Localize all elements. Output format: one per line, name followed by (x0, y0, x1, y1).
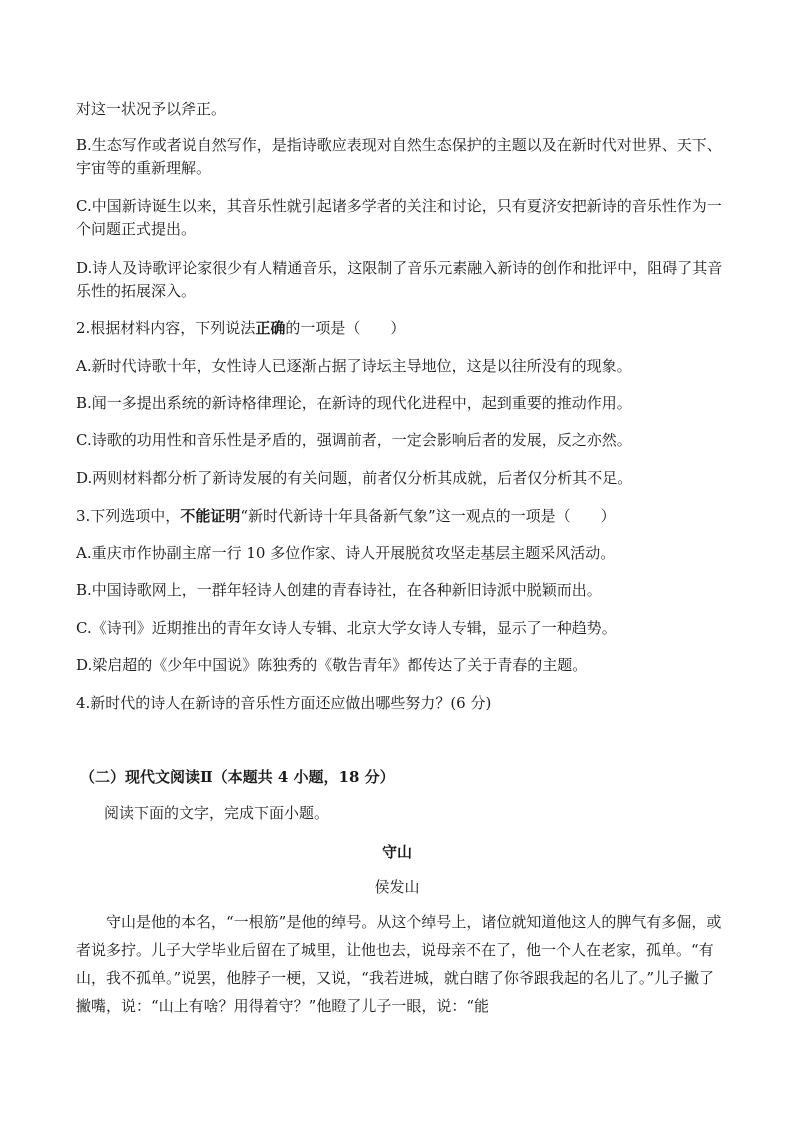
q3-option-b: B.中国诗歌网上，一群年轻诗人创建的青春诗社，在各种新旧诗派中脱颖而出。 (76, 581, 602, 599)
q4-stem: 4.新时代的诗人在新诗的音乐性方面还应做出哪些努力？(6 分) (76, 694, 492, 712)
q1-option-c: C.中国新诗诞生以来，其音乐性就引起诸多学者的关注和讨论，只有夏济安把新诗的音乐性作为一个问题正式提出。 (76, 197, 722, 238)
section-heading: （二）现代文阅读Ⅱ（本题共 4 小题，18 分） (80, 768, 395, 786)
q3-stem-pre: 3.下列选项中， (76, 507, 181, 525)
q1-option-d: D.诗人及诗歌评论家很少有人精通音乐，这限制了音乐元素融入新诗的创作和批评中，阻碍了其音乐性的拓展深入。 (76, 259, 723, 300)
story-body: 守山是他的本名，“一根筋”是他的绰号。从这个绰号上，诸位就知道他这人的脾气有多倔，或者说多拧。儿子大学毕业后留在了城里，让他也去，说母亲不在了，他一个人在老家，孤单。“有山，我不孤单。”说罢，他脖子一梗，又说，“我若进城，就白瞎了你爷跟我起的名儿了。”儿子撇了撇嘴，说：“山上有啥？用得着守？”他瞪了儿子一眼，说：“能 (76, 913, 722, 1015)
q1-previous-option-tail: 对这一状况予以斧正。 (76, 100, 227, 118)
q2-option-b: B.闻一多提出系统的新诗格律理论，在新诗的现代化进程中，起到重要的推动作用。 (76, 394, 632, 412)
q1-option-b: B.生态写作或者说自然写作，是指诗歌应表现对自然生态保护的主题以及在新时代对世界、天下、宇宙等的重新理解。 (76, 136, 722, 177)
q3-option-c: C.《诗刊》近期推出的青年女诗人专辑、北京大学女诗人专辑，显示了一种趋势。 (76, 619, 617, 637)
q2-option-a: A.新时代诗歌十年，女性诗人已逐渐占据了诗坛主导地位，这是以往所没有的现象。 (76, 357, 632, 375)
story-title: 守山 (381, 843, 412, 861)
q3-option-a: A.重庆市作协副主席一行 10 多位作家、诗人开展脱贫攻坚走基层主题采风活动。 (76, 544, 616, 562)
q3-stem-post: “新时代新诗十年具备新气象”这一观点的一项是（ ） (240, 507, 616, 525)
q2-stem (76, 317, 734, 339)
q2-option-c: C.诗歌的功用性和音乐性是矛盾的，强调前者，一定会影响后者的发展，反之亦然。 (76, 431, 632, 449)
q2-stem-pre: 2.根据材料内容，下列说法 (76, 319, 256, 337)
q3-option-d: D.梁启超的《少年中国说》陈独秀的《敬告青年》都传达了关于青春的主题。 (76, 656, 588, 674)
reading-instruction: 阅读下面的文字，完成下面小题。 (104, 804, 330, 822)
q2-option-d: D.两则材料都分析了新诗发展的有关问题，前者仅分析其成就，后者仅分析其不足。 (76, 469, 633, 487)
q3-stem-bold: 不能证明 (180, 507, 241, 525)
q2-stem-bold: 正确 (255, 319, 286, 337)
q2-stem-post: 的一项是（ ） (285, 319, 406, 337)
q3-stem (76, 505, 734, 527)
story-author: 侯发山 (374, 878, 420, 896)
